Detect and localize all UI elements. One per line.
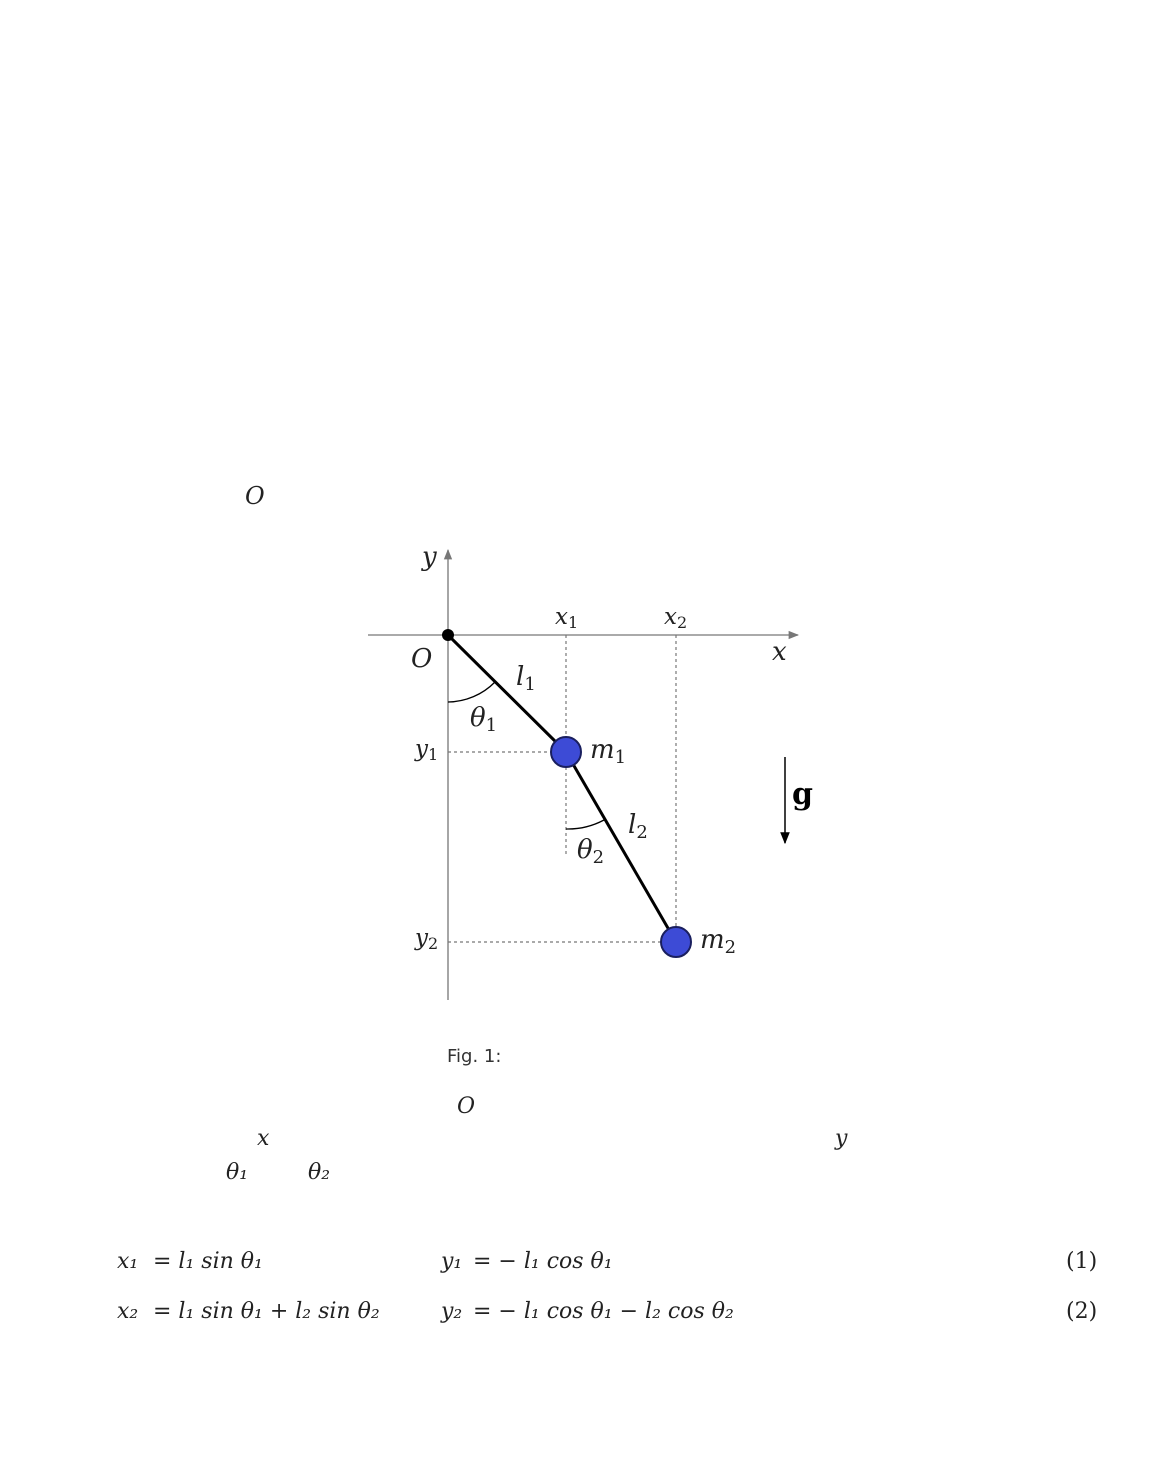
eq1-number: (1) <box>1066 1249 1098 1274</box>
text-theta2: θ₂ <box>308 1160 331 1185</box>
y-axis-label: y <box>422 542 437 572</box>
rod-1 <box>448 635 566 752</box>
top-origin-symbol: O <box>245 482 265 510</box>
eq1-lhs2: y₁ <box>441 1249 463 1274</box>
x-axis-label: x <box>772 637 787 667</box>
x2-tick-label: x2 <box>664 604 688 632</box>
text-x-symbol: x <box>257 1126 270 1151</box>
text-y-symbol: y <box>835 1126 848 1151</box>
eq2-lhs1: x₂ <box>117 1299 139 1324</box>
eq2-number: (2) <box>1066 1299 1098 1324</box>
m1-label: m1 <box>590 735 627 768</box>
l1-label: l1 <box>516 662 536 695</box>
text-theta1: θ₁ <box>226 1160 249 1185</box>
eq1-rhs1: = l₁ sin θ₁ <box>153 1249 263 1274</box>
figure-caption: Fig. 1: <box>447 1046 502 1067</box>
bob-m1 <box>551 737 581 767</box>
theta2-arc <box>566 820 604 829</box>
m2-label: m2 <box>700 925 737 958</box>
gravity-label: g <box>792 777 813 812</box>
theta2-label: θ2 <box>577 835 605 868</box>
y1-tick-label: y1 <box>415 736 439 764</box>
eq2-lhs2: y₂ <box>441 1299 463 1324</box>
y2-tick-label: y2 <box>415 925 439 953</box>
bob-m2 <box>661 927 691 957</box>
x1-tick-label: x1 <box>555 604 579 632</box>
pivot-point <box>442 629 454 641</box>
theta1-arc <box>448 682 495 702</box>
l2-label: l2 <box>628 810 648 843</box>
eq2-rhs1: = l₁ sin θ₁ + l₂ sin θ₂ <box>153 1299 380 1324</box>
origin-label: O <box>411 644 433 674</box>
eq2-rhs2: = − l₁ cos θ₁ − l₂ cos θ₂ <box>473 1299 734 1324</box>
eq1-lhs1: x₁ <box>117 1249 139 1274</box>
eq1-rhs2: = − l₁ cos θ₁ <box>473 1249 613 1274</box>
theta1-label: θ1 <box>470 703 498 736</box>
text-origin-symbol: O <box>457 1094 476 1119</box>
